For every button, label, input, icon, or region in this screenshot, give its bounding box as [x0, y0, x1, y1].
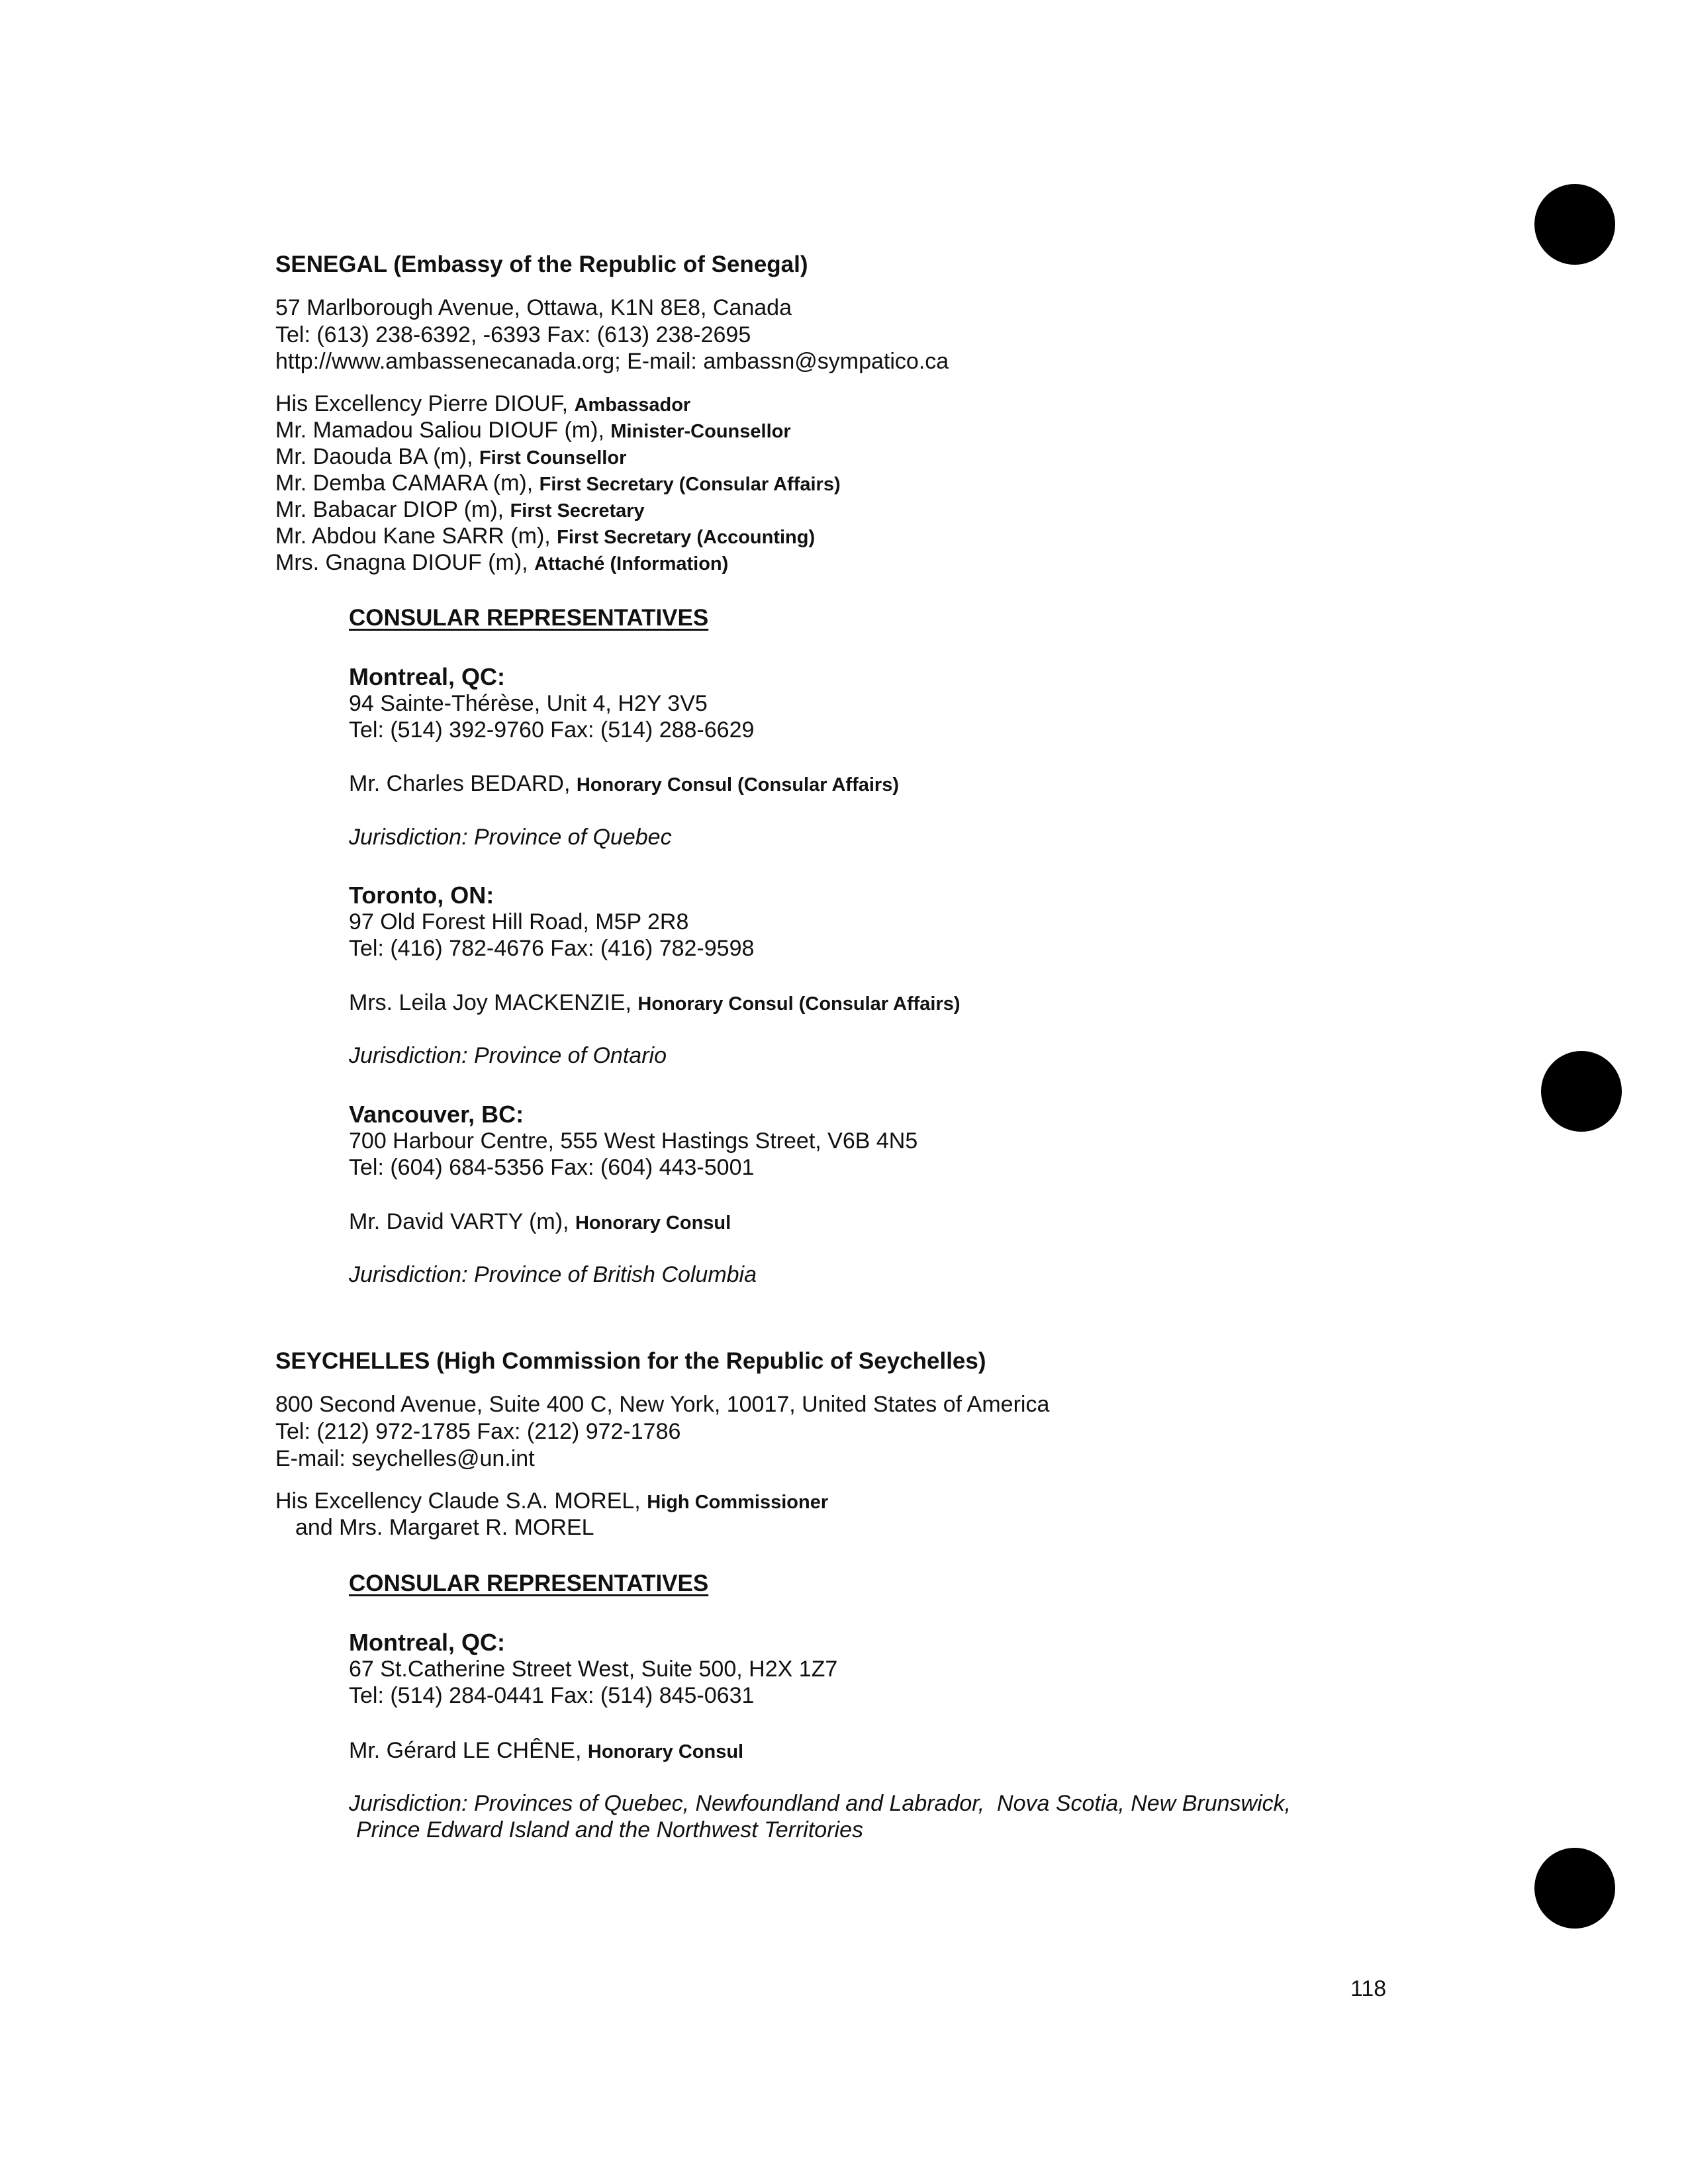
- seychelles-montreal-phone: Tel: (514) 284-0441 Fax: (514) 845-0631: [349, 1683, 755, 1708]
- senegal-toronto-jurisdiction: Jurisdiction: Province of Ontario: [349, 1043, 667, 1068]
- seychelles-montreal-address: 67 St.Catherine Street West, Suite 500, H2X 1Z7: [349, 1657, 838, 1682]
- staff-title: First Counsellor: [479, 447, 627, 469]
- senegal-vancouver-phone: Tel: (604) 684-5356 Fax: (604) 443-5001: [349, 1155, 755, 1180]
- staff-name: Mr. Demba CAMARA (m),: [275, 471, 539, 496]
- staff-title: Attaché (Information): [534, 553, 729, 574]
- senegal-staff-minister-counsellor: [275, 417, 791, 445]
- senegal-staff-accounting-secretary: [275, 523, 815, 551]
- seychelles-montreal-city: Montreal, QC:: [349, 1629, 506, 1656]
- staff-name: Mrs. Gnagna DIOUF (m),: [275, 550, 535, 575]
- senegal-staff-consular-secretary: [275, 470, 841, 498]
- senegal-staff-ambassador: [275, 390, 690, 418]
- seychelles-montreal-consul: [349, 1737, 743, 1765]
- senegal-montreal-address: 94 Sainte-Thérèse, Unit 4, H2Y 3V5: [349, 691, 708, 716]
- senegal-vancouver-address: 700 Harbour Centre, 555 West Hastings Street, V6B 4N5: [349, 1128, 918, 1154]
- hole-punch-bottom: [1534, 1848, 1615, 1929]
- seychelles-montreal-jurisdiction-line1: Jurisdiction: Provinces of Quebec, Newfoundland and Labrador, Nova Scotia, New Brunswick,: [349, 1791, 1291, 1816]
- senegal-vancouver-consul: [349, 1208, 731, 1236]
- consul-title: Honorary Consul: [587, 1741, 744, 1762]
- seychelles-staff-spouse: and Mrs. Margaret R. MOREL: [295, 1515, 594, 1540]
- senegal-staff-first-secretary: [275, 496, 645, 524]
- senegal-staff-attache: [275, 549, 728, 577]
- staff-title: First Secretary: [510, 500, 645, 522]
- senegal-web-email-line: http://www.ambassenecanada.org; E-mail: ambassn@sympatico.ca: [275, 349, 949, 374]
- staff-name: Mr. Abdou Kane SARR (m),: [275, 523, 557, 549]
- consul-name: Mr. Charles BEDARD,: [349, 771, 577, 796]
- consul-name: Mr. David VARTY (m),: [349, 1209, 575, 1234]
- staff-title: First Secretary (Consular Affairs): [539, 474, 841, 495]
- senegal-heading: SENEGAL (Embassy of the Republic of Senegal): [275, 251, 808, 277]
- staff-title: High Commissioner: [647, 1492, 829, 1513]
- senegal-montreal-city: Montreal, QC:: [349, 663, 506, 690]
- senegal-montreal-phone: Tel: (514) 392-9760 Fax: (514) 288-6629: [349, 717, 755, 743]
- staff-title: Ambassador: [574, 394, 691, 416]
- senegal-toronto-consul: [349, 989, 961, 1017]
- consul-name: Mrs. Leila Joy MACKENZIE,: [349, 990, 638, 1015]
- seychelles-consular-heading: CONSULAR REPRESENTATIVES: [349, 1570, 709, 1596]
- consul-title: Honorary Consul (Consular Affairs): [637, 993, 961, 1015]
- staff-name: His Excellency Pierre DIOUF,: [275, 391, 575, 416]
- seychelles-heading: SEYCHELLES (High Commission for the Republic of Seychelles): [275, 1348, 986, 1374]
- seychelles-montreal-jurisdiction-line2: Prince Edward Island and the Northwest Territories: [356, 1817, 863, 1843]
- seychelles-staff-high-commissioner: [275, 1488, 828, 1516]
- senegal-toronto-address: 97 Old Forest Hill Road, M5P 2R8: [349, 909, 689, 934]
- senegal-phone-line: Tel: (613) 238-6392, -6393 Fax: (613) 238-2695: [275, 322, 751, 347]
- staff-title: First Secretary (Accounting): [557, 527, 816, 548]
- senegal-montreal-consul: [349, 770, 899, 798]
- senegal-toronto-phone: Tel: (416) 782-4676 Fax: (416) 782-9598: [349, 936, 755, 961]
- staff-name: Mr. Mamadou Saliou DIOUF (m),: [275, 418, 611, 443]
- senegal-vancouver-city: Vancouver, BC:: [349, 1101, 524, 1128]
- hole-punch-top: [1534, 184, 1615, 265]
- consul-name: Mr. Gérard LE CHÊNE,: [349, 1738, 588, 1763]
- senegal-consular-heading: CONSULAR REPRESENTATIVES: [349, 605, 709, 631]
- page-number: 118: [1350, 1976, 1387, 2001]
- senegal-vancouver-jurisdiction: Jurisdiction: Province of British Columbia: [349, 1262, 757, 1287]
- seychelles-address-line: 800 Second Avenue, Suite 400 C, New York, 10017, United States of America: [275, 1392, 1050, 1417]
- staff-name: Mr. Babacar DIOP (m),: [275, 497, 510, 522]
- staff-name: Mr. Daouda BA (m),: [275, 444, 479, 469]
- senegal-toronto-city: Toronto, ON:: [349, 882, 494, 909]
- senegal-address-line: 57 Marlborough Avenue, Ottawa, K1N 8E8, Canada: [275, 295, 792, 320]
- staff-name: His Excellency Claude S.A. MOREL,: [275, 1488, 647, 1514]
- staff-title: Minister-Counsellor: [610, 421, 791, 442]
- seychelles-email-line: E-mail: seychelles@un.int: [275, 1446, 535, 1471]
- senegal-staff-first-counsellor: [275, 443, 626, 471]
- hole-punch-middle: [1541, 1051, 1622, 1132]
- senegal-montreal-jurisdiction: Jurisdiction: Province of Quebec: [349, 825, 672, 850]
- consul-title: Honorary Consul (Consular Affairs): [576, 774, 899, 796]
- seychelles-phone-line: Tel: (212) 972-1785 Fax: (212) 972-1786: [275, 1419, 681, 1444]
- consul-title: Honorary Consul: [575, 1212, 731, 1234]
